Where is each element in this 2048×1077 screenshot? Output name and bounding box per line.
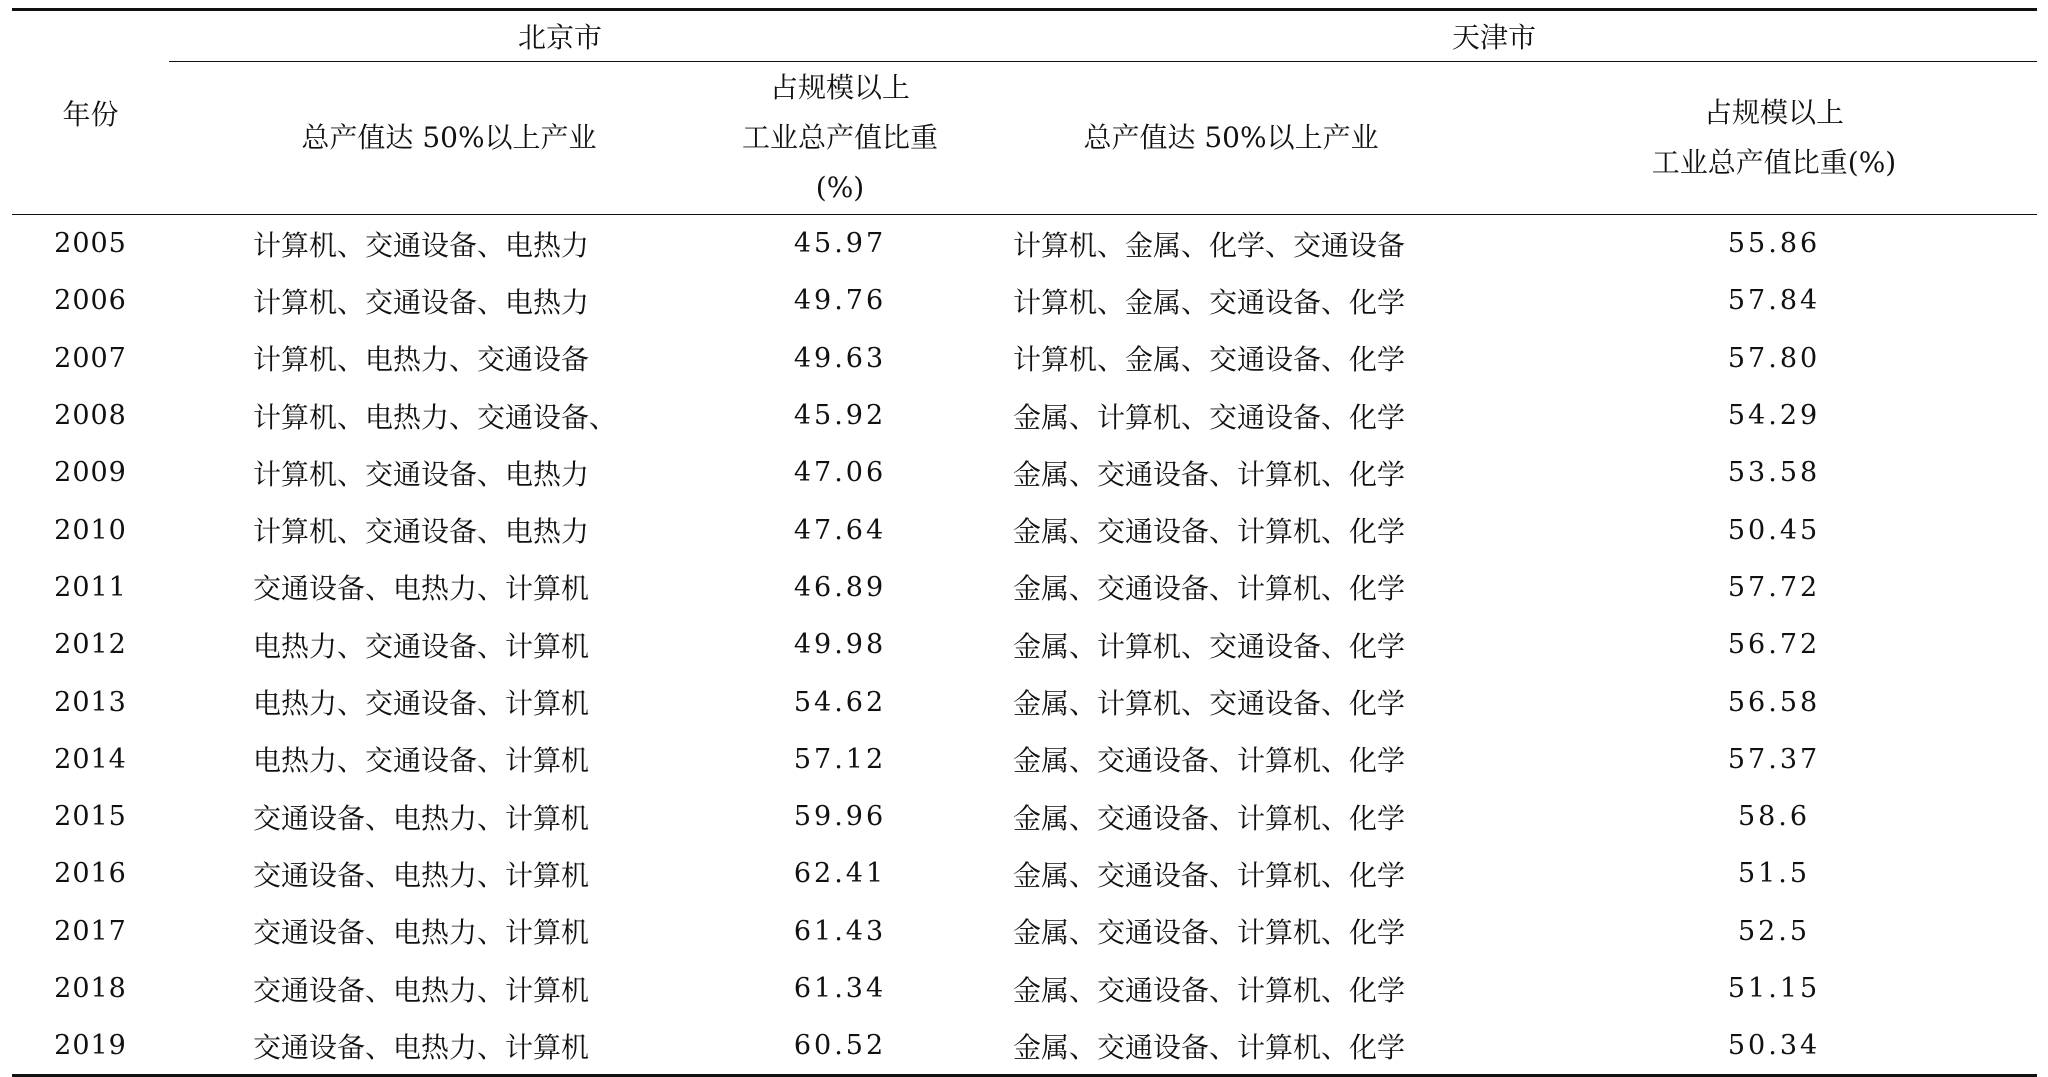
year-cell: 2007 — [54, 342, 127, 374]
beijing-industry-cell: 计算机、交通设备、电热力 — [253, 285, 590, 319]
beijing-share-header-line1: 占规模以上 — [770, 71, 911, 104]
table-row — [12, 330, 2037, 387]
beijing-industry-cell: 计算机、电热力、交通设备、 — [253, 400, 618, 434]
tianjin-share-cell: 57.37 — [1727, 743, 1821, 775]
beijing-share-cell: 49.63 — [793, 342, 887, 374]
beijing-industry-cell: 计算机、电热力、交通设备 — [253, 343, 590, 377]
beijing-share-header — [729, 62, 951, 215]
tianjin-industry-cell: 金属、交通设备、计算机、化学 — [1013, 457, 1406, 491]
beijing-share-cell: 60.52 — [729, 1017, 951, 1076]
tianjin-industry-cell: 金属、计算机、交通设备、化学 — [1013, 687, 1406, 721]
beijing-share-cell: 54.62 — [793, 686, 887, 718]
year-cell: 2010 — [54, 514, 127, 546]
beijing-share-cell: 45.97 — [793, 228, 887, 260]
beijing-share-cell: 47.06 — [793, 457, 887, 489]
year-cell: 2013 — [54, 686, 127, 718]
tianjin-share-cell: 57.84 — [1727, 285, 1821, 317]
table-row — [12, 215, 2037, 273]
table-row — [12, 501, 2037, 558]
tianjin-share-cell: 57.72 — [1727, 571, 1821, 603]
year-cell: 2005 — [54, 228, 127, 260]
table-row — [12, 272, 2037, 329]
table-row — [12, 1017, 2037, 1076]
tianjin-industry-cell: 金属、交通设备、计算机、化学 — [1013, 916, 1406, 950]
year-cell: 2014 — [54, 743, 127, 775]
tianjin-header: 天津市 — [951, 10, 2037, 62]
table-row — [12, 960, 2037, 1017]
beijing-share-cell: 61.43 — [793, 915, 887, 947]
tianjin-share-cell: 52.5 — [1737, 915, 1811, 947]
tianjin-industry-cell: 金属、计算机、交通设备、化学 — [1013, 400, 1406, 434]
tianjin-industry-cell: 计算机、金属、交通设备、化学 — [1013, 285, 1406, 319]
tianjin-industry-cell: 金属、计算机、交通设备、化学 — [1013, 629, 1406, 663]
tianjin-industry-cell: 计算机、金属、交通设备、化学 — [1013, 343, 1406, 377]
year-cell: 2016 — [54, 858, 127, 890]
tianjin-share-header — [1511, 62, 2037, 215]
tianjin-share-cell: 51.15 — [1727, 973, 1821, 1004]
tianjin-share-cell: 55.86 — [1727, 228, 1821, 260]
year-cell: 2012 — [54, 629, 127, 661]
beijing-share-cell: 59.96 — [793, 801, 887, 833]
beijing-header: 北京市 — [169, 10, 951, 62]
beijing-industry-header: 总产值达 50%以上产业 — [169, 62, 729, 215]
beijing-industry-cell: 计算机、交通设备、电热力 — [253, 515, 590, 549]
tianjin-industry-cell: 金属、交通设备、计算机、化学 — [951, 1017, 1511, 1076]
tianjin-industry-cell: 金属、交通设备、计算机、化学 — [1013, 744, 1406, 778]
beijing-share-cell: 49.98 — [793, 629, 887, 661]
beijing-industry-cell: 交通设备、电热力、计算机 — [169, 1017, 729, 1076]
beijing-industry-cell: 电热力、交通设备、计算机 — [253, 744, 590, 778]
tianjin-share-cell: 58.6 — [1737, 801, 1811, 833]
year-cell: 2019 — [12, 1017, 169, 1076]
tianjin-share-cell: 50.45 — [1727, 514, 1821, 546]
tianjin-share-header-line1: 占规模以上 — [1704, 96, 1845, 129]
beijing-share-cell: 57.12 — [793, 743, 887, 775]
beijing-industry-cell: 交通设备、电热力、计算机 — [253, 858, 590, 892]
beijing-industry-cell: 交通设备、电热力、计算机 — [253, 572, 590, 606]
tianjin-industry-cell: 金属、交通设备、计算机、化学 — [1013, 515, 1406, 549]
table-body — [12, 215, 2037, 1076]
table-row — [12, 731, 2037, 788]
year-cell: 2011 — [54, 571, 127, 603]
tianjin-share-cell: 53.58 — [1727, 457, 1821, 489]
beijing-industry-cell: 电热力、交通设备、计算机 — [253, 629, 590, 663]
beijing-industry-cell: 交通设备、电热力、计算机 — [253, 916, 590, 950]
year-cell: 2009 — [54, 457, 127, 489]
table-row — [12, 387, 2037, 444]
table-header — [12, 10, 2037, 215]
tianjin-industry-cell: 金属、交通设备、计算机、化学 — [1013, 572, 1406, 606]
tianjin-share-cell: 51.5 — [1737, 858, 1811, 890]
year-column-header: 年份 — [12, 10, 169, 215]
beijing-industry-cell: 交通设备、电热力、计算机 — [253, 801, 590, 835]
table-row — [12, 616, 2037, 673]
beijing-industry-cell: 交通设备、电热力、计算机 — [253, 973, 590, 1007]
table-row — [12, 673, 2037, 730]
beijing-industry-cell: 电热力、交通设备、计算机 — [253, 687, 590, 721]
tianjin-share-cell: 54.29 — [1727, 400, 1821, 432]
year-cell: 2015 — [54, 801, 127, 833]
table-row — [12, 559, 2037, 616]
year-cell: 2006 — [54, 285, 127, 317]
year-cell: 2018 — [54, 973, 127, 1004]
beijing-industry-cell: 计算机、交通设备、电热力 — [253, 228, 590, 262]
beijing-share-header-line2: 工业总产值比重(%) — [742, 121, 939, 204]
table-row — [12, 903, 2037, 960]
beijing-industry-cell: 计算机、交通设备、电热力 — [253, 457, 590, 491]
beijing-share-cell: 45.92 — [793, 400, 887, 432]
tianjin-share-cell: 57.80 — [1727, 342, 1821, 374]
table-row — [12, 845, 2037, 902]
tianjin-industry-cell: 金属、交通设备、计算机、化学 — [1013, 973, 1406, 1007]
tianjin-industry-cell: 计算机、金属、化学、交通设备 — [1013, 228, 1406, 262]
table-row — [12, 444, 2037, 501]
tianjin-industry-header: 总产值达 50%以上产业 — [951, 62, 1511, 215]
tianjin-industry-cell: 金属、交通设备、计算机、化学 — [1013, 858, 1406, 892]
tianjin-share-header-line2: 工业总产值比重(%) — [1651, 146, 1897, 179]
year-cell: 2008 — [54, 400, 127, 432]
beijing-share-cell: 61.34 — [793, 973, 887, 1004]
table-row — [12, 788, 2037, 845]
tianjin-share-cell: 56.72 — [1727, 629, 1821, 661]
beijing-share-cell: 47.64 — [793, 514, 887, 546]
tianjin-industry-cell: 金属、交通设备、计算机、化学 — [1013, 801, 1406, 835]
industry-share-table — [12, 8, 2037, 1077]
tianjin-share-cell: 50.34 — [1511, 1017, 2037, 1076]
beijing-share-cell: 46.89 — [793, 571, 887, 603]
year-cell: 2017 — [54, 915, 127, 947]
beijing-share-cell: 49.76 — [793, 285, 887, 317]
beijing-share-cell: 62.41 — [793, 858, 887, 890]
tianjin-share-cell: 56.58 — [1727, 686, 1821, 718]
